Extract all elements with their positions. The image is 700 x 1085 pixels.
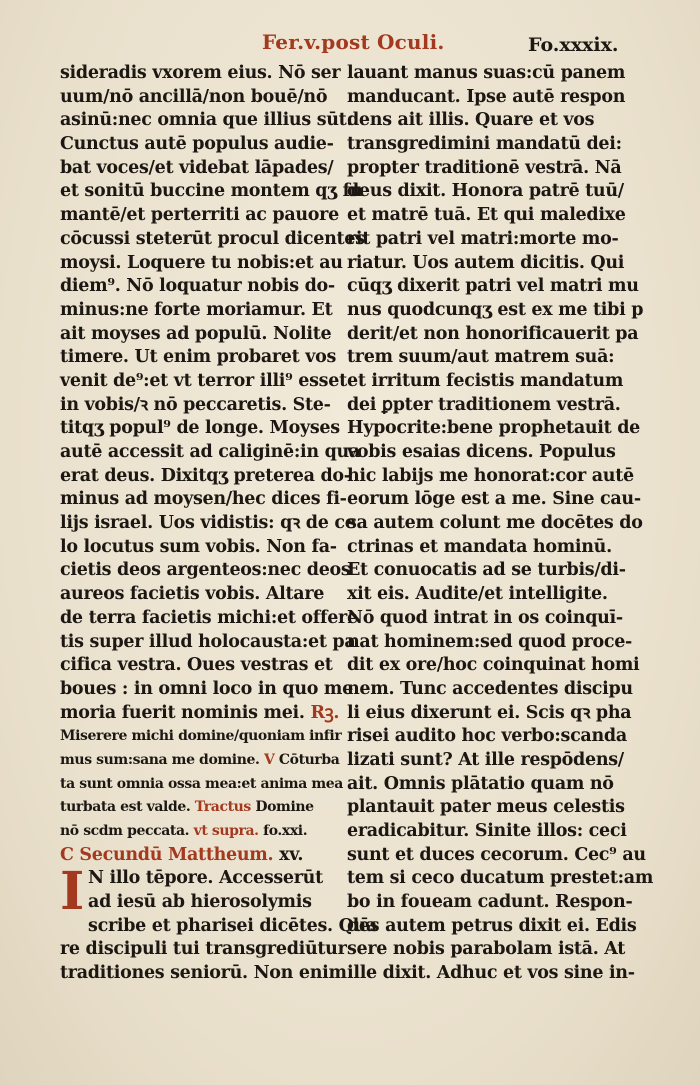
text-line [347, 796, 625, 820]
text-line [347, 844, 646, 868]
line-text: transgredimini mandatū dei: [347, 134, 622, 155]
text-line [60, 725, 342, 749]
decorated-initial: I [60, 861, 85, 923]
text-line [60, 607, 358, 631]
line-text: venit de⁹:et vt terror illi⁹ esset [60, 370, 347, 391]
text-line [347, 86, 626, 110]
text-line [60, 109, 353, 133]
line-text: manducant. Ipse autē respon [347, 86, 626, 107]
folio-number: Fo.xxxix. [528, 34, 619, 56]
line-text: cūqʒ dixerit patri vel matri mu [347, 276, 639, 297]
text-line [347, 275, 639, 299]
text-line [347, 702, 632, 726]
line-text: mus sum:sana me domine. [60, 751, 260, 768]
text-line [60, 702, 340, 726]
text-line [347, 370, 624, 394]
line-text: Et conuocatis ad se turbis/di- [347, 560, 626, 581]
line-text: dei ꝑpter traditionem vestrā. [347, 394, 621, 415]
right-text-column [347, 62, 654, 986]
text-line [347, 654, 640, 678]
line-text: diem⁹. Nō loquatur nobis do- [60, 276, 335, 297]
line-text: eradicabitur. Sinite illos: ceci [347, 821, 627, 841]
left-text-column [60, 62, 378, 986]
text-line [347, 867, 654, 891]
line-text: riatur. Uos autem dicitis. Qui [347, 252, 625, 273]
text-line [60, 559, 351, 583]
text-line [347, 62, 626, 86]
text-line [347, 631, 632, 655]
text-line [60, 441, 361, 465]
line-text: turbata est valde. [60, 799, 191, 816]
text-line [347, 133, 622, 157]
text-line [60, 204, 339, 228]
line-text: autē accessit ad caliginē:in qua [60, 442, 361, 462]
line-text: ait. Omnis plātatio quam nō [347, 773, 614, 794]
text-line [60, 86, 328, 110]
text-line [60, 465, 351, 489]
text-line [60, 583, 328, 607]
line-text: propter traditionē vestrā. Nā [347, 157, 622, 178]
line-text: lauant manus suas:cū panem [347, 63, 626, 83]
line-text: et matrē tuā. Et qui maledixe [347, 205, 626, 226]
line-text: rit patri vel matri:morte mo- [347, 228, 619, 249]
text-line [60, 370, 347, 394]
line-text: moysi. Loquere tu nobis:et au [60, 252, 343, 273]
line-text-continued: fo.xxi. [258, 823, 308, 839]
line-text: ad iesū ab hierosolymis [88, 892, 312, 913]
line-text: tis super illud holocausta:et pa [60, 631, 356, 652]
line-text: Miserere michi domine/quoniam infir [60, 728, 342, 745]
rubric-text: C Secundū Mattheum. [60, 844, 274, 865]
text-line [347, 749, 624, 773]
line-text: hic labijs me honorat:cor autē [347, 465, 634, 486]
text-line [347, 323, 639, 347]
line-text: dens ait illis. Quare et vos [347, 110, 595, 131]
text-line [347, 299, 644, 323]
line-text: uum/nō ancillā/non bouē/nō [60, 86, 328, 107]
text-line [60, 62, 341, 86]
text-line [347, 109, 617, 133]
line-text: sere nobis parabolam istā. At [347, 939, 626, 960]
text-line [60, 157, 334, 181]
line-text: N illo tēpore. Accesserūt [88, 868, 323, 889]
line-text: mantē/et perterriti ac pauore [60, 205, 339, 226]
text-line [347, 536, 617, 560]
text-line [60, 891, 328, 915]
running-head: Fer.v.post Oculi. [262, 30, 445, 54]
line-text: risei audito hoc verbo:scanda [347, 726, 627, 747]
line-text: tem si ceco ducatum prestet:am [347, 868, 654, 889]
text-line [347, 441, 617, 465]
line-text: minus ad moysen/hec dices fi- [60, 489, 347, 510]
line-text: li eius dixerunt ei. Scis qꝛ pha [347, 702, 632, 723]
rubric-text: Tractus [190, 799, 251, 816]
text-line [347, 962, 635, 986]
text-line [347, 725, 627, 749]
line-text: erat deus. Dixitqʒ preterea do- [60, 465, 351, 486]
line-text: ait moyses ad populū. Nolite [60, 323, 332, 344]
text-line [347, 346, 617, 370]
text-line [60, 417, 340, 441]
text-line [347, 915, 637, 939]
line-text: sa autem colunt me docētes do [347, 513, 643, 534]
text-line [347, 252, 625, 276]
line-text: ille dixit. Adhuc et vos sine in- [347, 963, 635, 984]
line-text: dēs autem petrus dixit ei. Edis [347, 915, 637, 936]
line-text: plantauit pater meus celestis [347, 797, 625, 818]
text-line [60, 796, 328, 820]
line-text: dit ex ore/hoc coinquinat homi [347, 655, 640, 676]
text-line [60, 394, 331, 418]
line-text-continued: xv. [273, 844, 304, 865]
text-line [60, 654, 333, 678]
line-text: lizati sunt? At ille respōdens/ [347, 749, 624, 770]
text-line [347, 488, 641, 512]
text-line [347, 465, 634, 489]
rubric-text: V [259, 751, 275, 768]
line-text: vobis esaias dicens. Populus [347, 442, 616, 462]
line-text: asinū:nec omnia que illius sūt. [60, 110, 353, 131]
line-text: timere. Ut enim probaret vos [60, 347, 337, 368]
text-line [347, 891, 633, 915]
text-line [347, 678, 633, 702]
line-text: Nō quod intrat in os coinquī- [347, 607, 623, 628]
text-line [60, 133, 334, 157]
line-text: ctrinas et mandata hominū. [347, 536, 612, 557]
line-text: ta sunt omnia ossa mea:et anima mea [60, 775, 343, 792]
line-text: minus:ne forte moriamur. Et [60, 299, 333, 320]
line-text: xit eis. Audite/et intelligite. [347, 584, 608, 605]
text-line [60, 323, 332, 347]
line-text: eorum lōge est a me. Sine cau- [347, 489, 641, 510]
text-line [60, 180, 363, 204]
text-line [347, 204, 626, 228]
text-line [347, 607, 623, 631]
line-text: Cunctus autē populus audie- [60, 134, 334, 155]
rubric-text: vt supra. [189, 823, 259, 839]
line-text: moria fuerit nominis mei. [60, 702, 305, 723]
line-text: et irritum fecistis mandatum [347, 370, 624, 391]
line-text: Hypocrite:bene prophetauit de [347, 418, 640, 439]
line-text: cōcussi steterūt procul dicentes [60, 228, 365, 249]
text-line [347, 180, 624, 204]
line-text: derit/et non honorificauerit pa [347, 323, 639, 344]
text-line [60, 820, 328, 844]
text-line [347, 157, 622, 181]
line-text: nem. Tunc accedentes discipu [347, 678, 633, 699]
text-line [347, 583, 617, 607]
text-line [60, 299, 333, 323]
text-line [60, 938, 347, 962]
text-line [60, 512, 356, 536]
text-line [347, 820, 627, 844]
line-text: sideradis vxorem eius. Nō ser [60, 63, 341, 83]
text-line [347, 417, 640, 441]
line-text: trem suum/aut matrem suā: [347, 347, 615, 368]
line-text-continued: Domine [250, 799, 314, 816]
line-text: scribe et pharisei dicētes. Qua [88, 915, 378, 936]
text-line [60, 275, 335, 299]
text-line [60, 346, 337, 370]
line-text-continued: Cōturba [274, 751, 340, 768]
line-text: in vobis/ꝛ nō peccaretis. Ste- [60, 394, 331, 415]
text-line [60, 678, 353, 702]
line-text: re discipuli tui transgrediūtur [60, 939, 347, 960]
line-text: lijs israel. Uos vidistis: qꝛ de ce [60, 513, 356, 534]
text-line [347, 773, 617, 797]
text-line [60, 749, 340, 773]
line-text: lo locutus sum vobis. Non fa- [60, 536, 337, 557]
line-text: sunt et duces cecorum. Cec⁹ au [347, 844, 646, 865]
text-line [347, 228, 617, 252]
line-text: et sonitū buccine montem qʒ fu [60, 181, 363, 202]
rubric-text: Rꝫ. [304, 702, 340, 723]
line-text: boues : in omni loco in quo me [60, 678, 353, 699]
text-line [60, 228, 365, 252]
line-text: nus quodcunqʒ est ex me tibi p [347, 299, 644, 320]
line-text: aureos facietis vobis. Altare [60, 584, 325, 605]
line-text: nat hominem:sed quod proce- [347, 631, 632, 652]
line-text: nō scdm peccata. [60, 823, 190, 839]
line-text: cietis deos argenteos:nec deos [60, 560, 351, 581]
line-text: traditiones seniorū. Non enim [60, 963, 347, 984]
line-text: titqʒ popul⁹ de longe. Moyses [60, 418, 340, 439]
text-line [60, 488, 347, 512]
text-line [347, 394, 621, 418]
text-line [60, 536, 337, 560]
line-text: cifica vestra. Oues vestras et [60, 655, 333, 676]
line-text: bat voces/et videbat lāpades/ [60, 157, 334, 178]
text-line [60, 773, 343, 797]
text-line [347, 559, 626, 583]
line-text: deus dixit. Honora patrē tuū/ [347, 181, 624, 202]
text-line [60, 844, 328, 868]
text-line [347, 938, 626, 962]
line-text: de terra facietis michi:et offere [60, 607, 358, 628]
text-line [60, 252, 343, 276]
text-line [60, 915, 378, 939]
text-line [60, 631, 356, 655]
text-line [347, 512, 643, 536]
line-text: bo in foueam cadunt. Respon- [347, 892, 633, 913]
text-line [60, 962, 347, 986]
